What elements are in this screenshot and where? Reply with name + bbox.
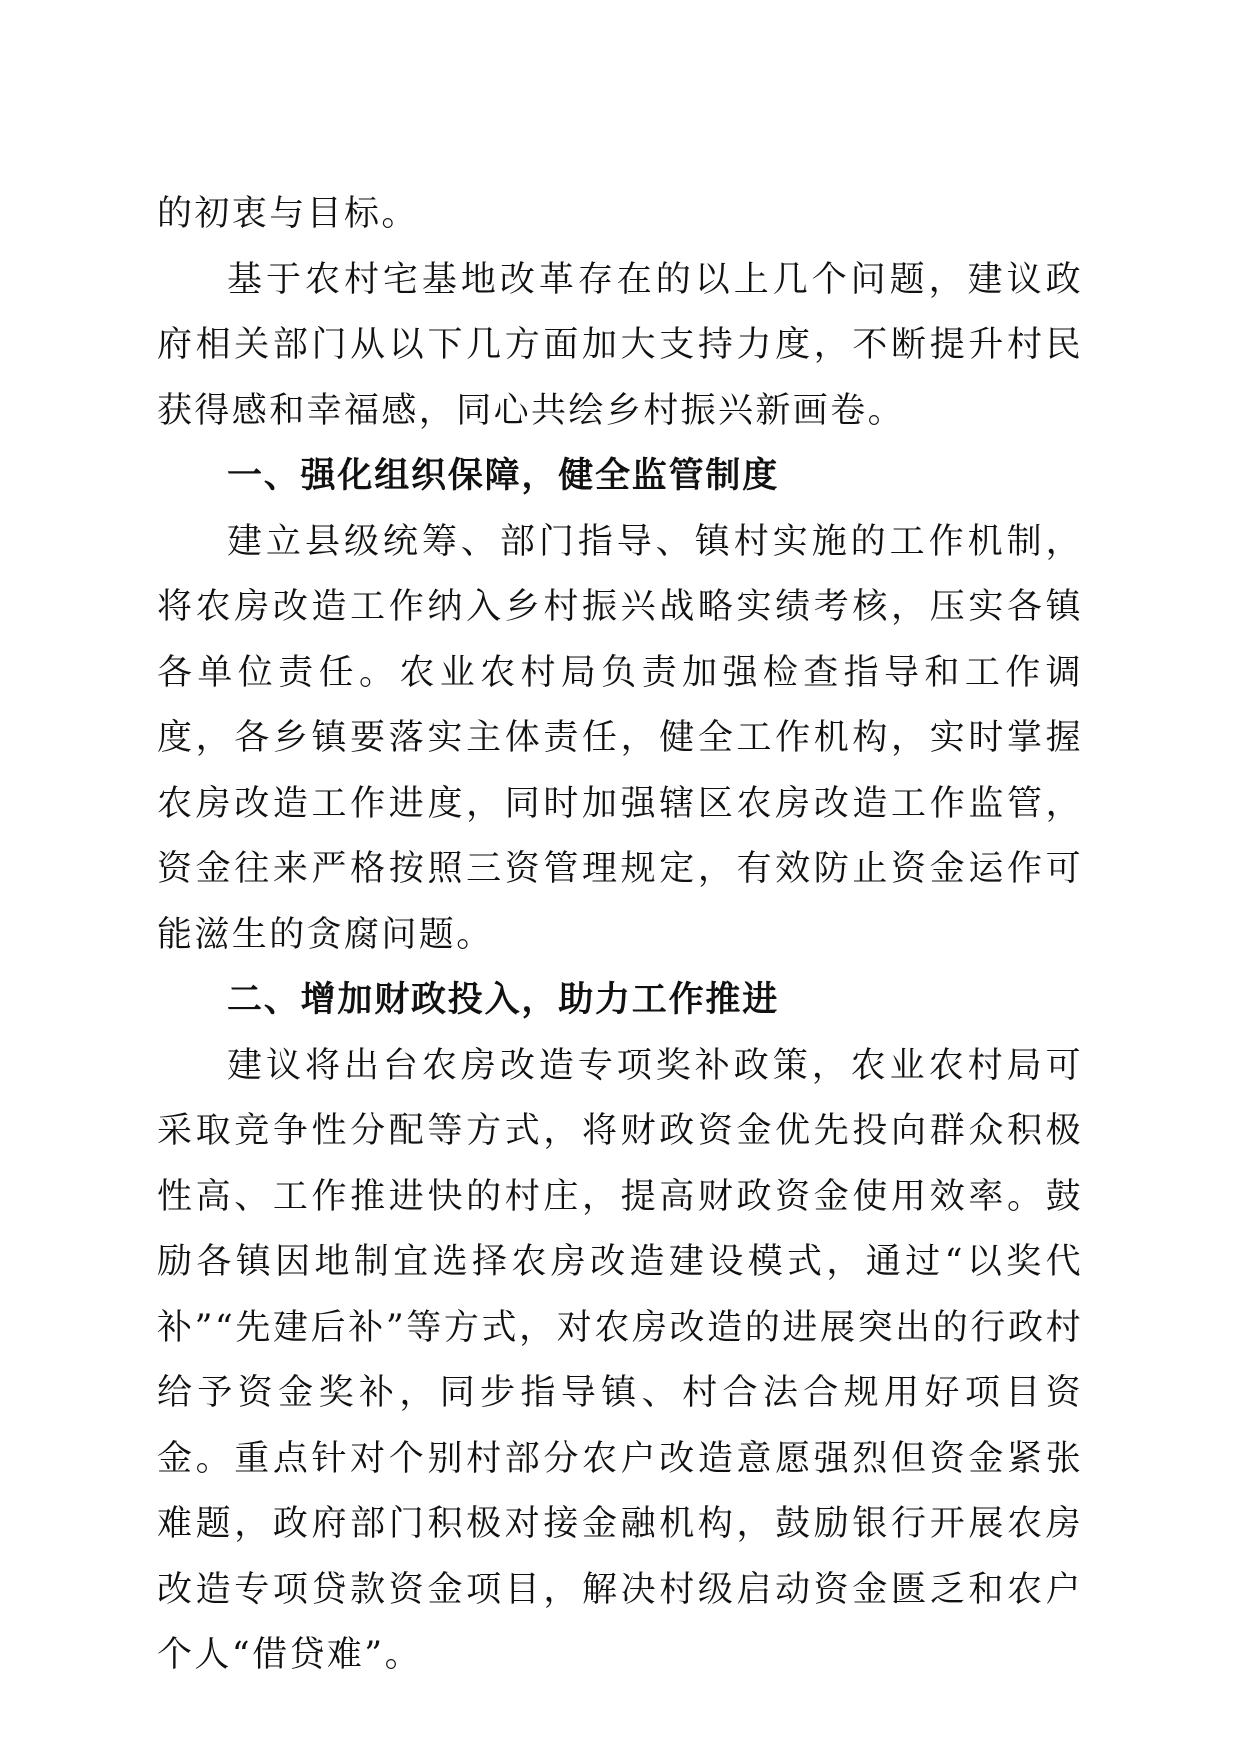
section-heading-2: 二、增加财政投入，助力工作推进	[227, 980, 780, 1020]
continued-paragraph: 的初衷与目标。	[157, 194, 419, 234]
intro-paragraph: 基于农村宅基地改革存在的以上几个问题，建议政府相关部门从以下几方面加大支持力度，不断提升村民获得感和幸福感，同心共绘乡村振兴新画卷。	[157, 259, 1083, 431]
document-body	[157, 182, 1083, 1689]
section-1-paragraph: 建立县级统筹、部门指导、镇村实施的工作机制，将农房改造工作纳入乡村振兴战略实绩考核，压实各镇各单位责任。农业农村局负责加强检查指导和工作调度，各乡镇要落实主体责任，健全工作机构，实时掌握农房改造工作进度，同时加强辖区农房改造工作监管，资金往来严格按照三资管理规定，有效防止资金运作可能滋生的贪腐问题。	[157, 521, 1083, 955]
section-2-paragraph: 建议将出台农房改造专项奖补政策，农业农村局可采取竞争性分配等方式，将财政资金优先投向群众积极性高、工作推进快的村庄，提高财政资金使用效率。鼓励各镇因地制宜选择农房改造建设模式，通过“以奖代补”“先建后补”等方式，对农房改造的进展突出的行政村给予资金奖补，同步指导镇、村合法合规用好项目资金。重点针对个别村部分农户改造意愿强烈但资金紧张难题，政府部门积极对接金融机构，鼓励银行开展农房改造专项贷款资金项目，解决村级启动资金匮乏和农户个人“借贷难”。	[157, 1045, 1083, 1675]
section-heading-1: 一、强化组织保障，健全监管制度	[227, 456, 780, 496]
